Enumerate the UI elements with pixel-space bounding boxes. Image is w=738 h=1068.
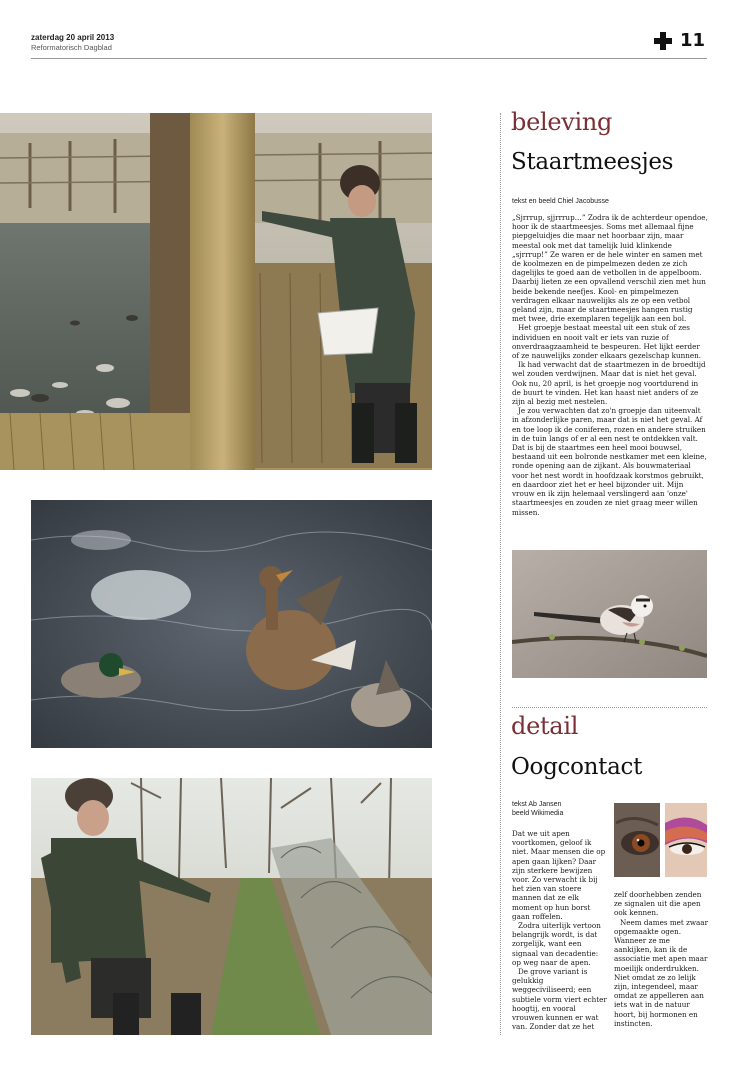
article-body-oogcontact-col1 bbox=[512, 829, 608, 1031]
section-kicker-detail: detail bbox=[511, 712, 579, 740]
article-paragraph: Het groepje bestaat meestal uit een stuk of zes individuen en nooit valt er iets van ruzie of onverdraagzaamheid te bespeuren. Het lijkt eerder of ze nauwelijks zonder elkaars gezelschap kunnen. bbox=[512, 323, 702, 361]
issue-date: zaterdag 20 april 2013 bbox=[31, 33, 115, 42]
column-divider bbox=[500, 113, 501, 1035]
article-byline: tekst en beeld Chiel Jacobusse bbox=[512, 198, 609, 205]
photo-painted-eye bbox=[665, 803, 707, 877]
article-body-staartmeesjes bbox=[512, 213, 708, 517]
byline-text: tekst Ab Jansen bbox=[512, 801, 562, 808]
article-paragraph: Dat we uit apen voortkomen, geloof ik niet. Maar mensen die op apen gaan lijken? Daar zijn sterkere bewijzen voor. Zo verwacht ik bij het zien van stoere mannen dat ze elk moment op hun borst gaan roffelen. bbox=[512, 829, 606, 921]
article-body-oogcontact-col2 bbox=[614, 890, 708, 1028]
article-title-staartmeesjes: Staartmeesjes bbox=[511, 149, 674, 175]
byline-image: beeld Wikimedia bbox=[512, 810, 564, 817]
article-title-oogcontact: Oogcontact bbox=[511, 754, 643, 780]
photo-ducks-in-water bbox=[31, 500, 432, 748]
section-divider bbox=[512, 707, 707, 708]
article-paragraph: Neem dames met zwaar opgemaakte ogen. Wanneer ze me aankijken, kan ik de associatie met apen maar moeilijk onderdrukken. Niet omdat ze zo lelijk zijn, integendeel, maar omdat ze appelleren aan iets wat in de natuur hoort, bij hormonen en instincten. bbox=[614, 917, 709, 1028]
photo-man-with-cages bbox=[31, 778, 432, 1035]
article-paragraph: De grove variant is gelukkig weggeciviliseerd; een subtiele vorm viert echter hoogtij, en vooral vrouwen kunnen er wat van. Zonder dat ze het bbox=[512, 967, 607, 1032]
article-paragraph: zelf doorhebben zenden ze signalen uit die apen ook kennen. bbox=[614, 890, 702, 918]
section-kicker-beleving: beleving bbox=[511, 108, 613, 136]
photo-long-tailed-tit bbox=[512, 550, 707, 678]
article-paragraph: Je zou verwachten dat zo'n groepje dan uiteenvalt in afzonderlijke paren, maar dat is niet het geval. Af en toe loop ik de coniferen, rozen en andere struiken in de tuin langs of er al een nest te ontdekken valt. Dat is bij de staartmes een heel mooi bouwsel, bestaand uit een bolronde nestkamer met een kleine, ronde opening aan de zijkant. Als bouwmateriaal voor het nest wordt in hoofdzaak korstmos gebruikt, en daardoor ziet het er heel bijzonder uit. Mijn vrouw en ik zijn helemaal verslingerd aan 'onze' staartmeesjes en zouden ze niet graag meer willen missen. bbox=[512, 406, 707, 517]
header-rule bbox=[31, 58, 707, 59]
article-paragraph: „Sjrrrup, sjjrrrup…” Zodra ik de achterdeur opendoe, hoor ik de staartmeesjes. Soms met allemaal fijne piepgeluidjes die maar net hoorbaar zijn, maar meestal ook met dat tamelijk luid klinkende „sjrrrup!” Ze waren er de hele winter en samen met de koolmezen en de pimpelmezen deden ze zich dagelijks te goed aan de vetbollen in de appelboom. Daarbij lieten ze een opvallend verschil zien met hun beide bekende neefjes. Kool- en pimpelmezen verdragen elkaar nauwelijks als ze op een vetbol geland zijn, maar de staartmeesjes hangen rustig met twee, drie exemplaren tegelijk aan een bol. bbox=[512, 213, 708, 324]
newspaper-name: Reformatorisch Dagblad bbox=[31, 43, 112, 52]
article-paragraph: Zodra uiterlijk vertoon belangrijk wordt, is dat zorgelijk, want een signaal van decadentie: op weg naar de apen. bbox=[512, 921, 601, 967]
article-paragraph: Ik had verwacht dat de staartmezen in de broedtijd wel zouden verdwijnen. Maar dat is niet het geval. Ook nu, 20 april, is het groepje nog voortdurend in de buurt te vinden. Het kan haast niet anders of ze zijn al bezig met nestelen. bbox=[512, 360, 706, 407]
page-number: 11 bbox=[679, 30, 705, 51]
page-header bbox=[31, 33, 114, 53]
article-byline bbox=[512, 800, 563, 818]
page-marker bbox=[654, 30, 705, 51]
plus-icon bbox=[654, 32, 672, 50]
photo-ape-eye bbox=[614, 803, 660, 877]
photo-man-feeding-ducks bbox=[0, 113, 432, 470]
